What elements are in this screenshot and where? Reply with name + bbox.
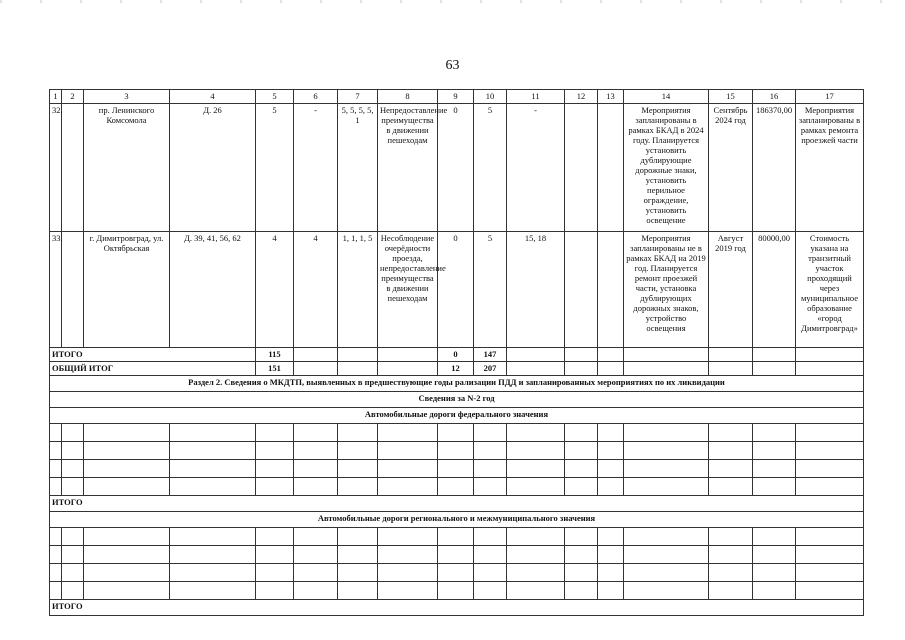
empty-cell <box>753 362 796 376</box>
federal-itogo-label: ИТОГО <box>50 496 864 512</box>
empty-cell <box>170 564 256 582</box>
table-row <box>50 232 864 348</box>
empty-cell <box>338 348 378 362</box>
empty-cell <box>598 424 624 442</box>
itogo-value: 0 <box>438 348 474 362</box>
empty-cell <box>256 546 294 564</box>
empty-cell <box>624 424 709 442</box>
empty-cell <box>709 424 753 442</box>
section2-title: Раздел 2. Сведения о МКДТП, выявленных в предшествующие годы рализации ПДД и запланированных мероприятиях по их ликвидации <box>50 376 864 392</box>
empty-cell <box>438 442 474 460</box>
empty-cell <box>753 348 796 362</box>
empty-cell <box>50 424 62 442</box>
violation-description: Непредоставление преимущества в движении пешеходам <box>378 104 438 232</box>
empty-cell <box>753 582 796 600</box>
col-number: 12 <box>565 90 598 104</box>
row-index: 32. <box>50 104 62 232</box>
empty-cell <box>474 442 507 460</box>
row-index: 33. <box>50 232 62 348</box>
empty-cell <box>256 460 294 478</box>
empty-cell <box>294 528 338 546</box>
empty-cell <box>796 582 864 600</box>
empty-cell <box>565 362 598 376</box>
empty-cell <box>62 442 84 460</box>
row-cell <box>598 104 624 232</box>
empty-cell <box>170 424 256 442</box>
empty-cell <box>753 424 796 442</box>
col-number: 17 <box>796 90 864 104</box>
empty-cell <box>507 528 565 546</box>
row-cell <box>62 104 84 232</box>
row-cell: 4 <box>256 232 294 348</box>
empty-cell <box>507 546 565 564</box>
row-cell <box>565 104 598 232</box>
itogo-value: 147 <box>474 348 507 362</box>
col-number: 13 <box>598 90 624 104</box>
empty-cell <box>507 460 565 478</box>
empty-cell <box>170 442 256 460</box>
empty-cell <box>338 564 378 582</box>
empty-cell <box>378 546 438 564</box>
empty-cell <box>598 442 624 460</box>
empty-cell <box>624 546 709 564</box>
col-number: 16 <box>753 90 796 104</box>
house-numbers: Д. 26 <box>170 104 256 232</box>
empty-cell <box>256 528 294 546</box>
empty-cell <box>598 460 624 478</box>
empty-cell <box>474 460 507 478</box>
col-number: 3 <box>84 90 170 104</box>
table-row <box>50 104 864 232</box>
section2-subtitle-row <box>50 392 864 408</box>
empty-cell <box>378 362 438 376</box>
empty-cell <box>709 362 753 376</box>
empty-cell <box>565 348 598 362</box>
report-table <box>49 89 864 616</box>
empty-cell <box>796 442 864 460</box>
empty-cell <box>170 582 256 600</box>
planned-measures: Мероприятия запланированы не в рамках БКАД на 2019 год. Планируется ремонт проезжей части, установка дублирующих дорожных знаков, устройство освещения <box>624 232 709 348</box>
empty-cell <box>507 362 565 376</box>
empty-cell <box>598 348 624 362</box>
empty-cell <box>438 546 474 564</box>
page-number: 63 <box>445 58 460 73</box>
regional-itogo-label: ИТОГО <box>50 600 864 616</box>
regional-itogo-row <box>50 600 864 616</box>
row-cell: 0 <box>438 104 474 232</box>
itogo-row <box>50 348 864 362</box>
general-total-value: 207 <box>474 362 507 376</box>
general-total-value: 12 <box>438 362 474 376</box>
row-cell <box>62 232 84 348</box>
itogo-value: 115 <box>256 348 294 362</box>
empty-cell <box>256 582 294 600</box>
col-number: 8 <box>378 90 438 104</box>
empty-cell <box>624 348 709 362</box>
empty-cell <box>294 348 338 362</box>
empty-cell <box>438 582 474 600</box>
empty-cell <box>62 478 84 496</box>
row-cell: 0 <box>438 232 474 348</box>
empty-cell <box>474 582 507 600</box>
section2-title-row <box>50 376 864 392</box>
empty-cell <box>565 582 598 600</box>
row-cell <box>598 232 624 348</box>
empty-cell <box>753 442 796 460</box>
row-cell: 5 <box>474 104 507 232</box>
empty-cell <box>709 348 753 362</box>
empty-cell <box>84 546 170 564</box>
empty-cell <box>378 460 438 478</box>
empty-cell <box>294 582 338 600</box>
empty-cell <box>294 460 338 478</box>
row-cell: 5 <box>256 104 294 232</box>
empty-cell <box>438 460 474 478</box>
empty-cell <box>170 546 256 564</box>
empty-cell <box>598 564 624 582</box>
note: Мероприятия запланированы в рамках ремонта проезжей части <box>796 104 864 232</box>
empty-cell <box>378 424 438 442</box>
empty-cell <box>624 460 709 478</box>
col-number: 6 <box>294 90 338 104</box>
cost: 80000,00 <box>753 232 796 348</box>
scan-artifact-top <box>0 0 905 3</box>
empty-cell <box>624 528 709 546</box>
blank-row <box>50 564 864 582</box>
empty-cell <box>84 582 170 600</box>
empty-cell <box>84 478 170 496</box>
blank-row <box>50 478 864 496</box>
col-number: 5 <box>256 90 294 104</box>
col-number: 7 <box>338 90 378 104</box>
federal-heading-row <box>50 408 864 424</box>
empty-cell <box>565 478 598 496</box>
empty-cell <box>709 442 753 460</box>
empty-cell <box>50 478 62 496</box>
empty-cell <box>598 582 624 600</box>
empty-cell <box>796 546 864 564</box>
empty-cell <box>294 424 338 442</box>
empty-cell <box>624 582 709 600</box>
empty-cell <box>753 460 796 478</box>
empty-cell <box>338 528 378 546</box>
empty-cell <box>796 528 864 546</box>
deadline: Август 2019 год <box>709 232 753 348</box>
empty-cell <box>378 442 438 460</box>
empty-cell <box>338 442 378 460</box>
col-number: 11 <box>507 90 565 104</box>
empty-cell <box>565 460 598 478</box>
federal-roads-heading: Автомобильные дороги федерального значения <box>50 408 864 424</box>
empty-cell <box>507 348 565 362</box>
empty-cell <box>84 424 170 442</box>
empty-cell <box>338 478 378 496</box>
row-cell: 15, 18 <box>507 232 565 348</box>
empty-cell <box>378 564 438 582</box>
row-cell <box>565 232 598 348</box>
note: Стоимость указана на транзитный участок проходящий через муниципальное образование «город Димитровград» <box>796 232 864 348</box>
empty-cell <box>338 424 378 442</box>
empty-cell <box>62 460 84 478</box>
empty-cell <box>294 546 338 564</box>
col-number: 9 <box>438 90 474 104</box>
empty-cell <box>256 478 294 496</box>
empty-cell <box>474 564 507 582</box>
col-number: 10 <box>474 90 507 104</box>
empty-cell <box>565 564 598 582</box>
empty-cell <box>709 582 753 600</box>
empty-cell <box>565 528 598 546</box>
empty-cell <box>709 546 753 564</box>
planned-measures: Мероприятия запланированы в рамках БКАД в 2024 году. Планируется установить дублирующие дорожные знаки, установить перильное ограждение, установить освещение <box>624 104 709 232</box>
empty-cell <box>796 348 864 362</box>
row-cell: 5 <box>474 232 507 348</box>
empty-cell <box>294 478 338 496</box>
section2-subtitle: Сведения за N-2 год <box>50 392 864 408</box>
empty-cell <box>796 362 864 376</box>
house-numbers: Д. 39, 41, 56, 62 <box>170 232 256 348</box>
regional-blank-rows <box>50 528 864 600</box>
empty-cell <box>753 564 796 582</box>
empty-cell <box>256 424 294 442</box>
empty-cell <box>62 582 84 600</box>
empty-cell <box>438 478 474 496</box>
regional-roads-heading: Автомобильные дороги регионального и межмуниципального значения <box>50 512 864 528</box>
empty-cell <box>256 442 294 460</box>
col-number: 4 <box>170 90 256 104</box>
empty-cell <box>565 424 598 442</box>
empty-cell <box>338 362 378 376</box>
federal-blank-rows <box>50 424 864 496</box>
empty-cell <box>474 546 507 564</box>
empty-cell <box>378 478 438 496</box>
empty-cell <box>84 528 170 546</box>
row-cell: - <box>294 104 338 232</box>
empty-cell <box>709 528 753 546</box>
empty-cell <box>565 442 598 460</box>
empty-cell <box>565 546 598 564</box>
empty-cell <box>624 442 709 460</box>
deadline: Сентябрь 2024 год <box>709 104 753 232</box>
empty-cell <box>598 362 624 376</box>
empty-cell <box>84 564 170 582</box>
row-cell: 5, 5, 5, 5, 1 <box>338 104 378 232</box>
empty-cell <box>62 564 84 582</box>
empty-cell <box>50 528 62 546</box>
empty-cell <box>438 564 474 582</box>
empty-cell <box>338 546 378 564</box>
blank-row <box>50 424 864 442</box>
empty-cell <box>598 478 624 496</box>
empty-cell <box>338 582 378 600</box>
empty-cell <box>507 424 565 442</box>
empty-cell <box>598 528 624 546</box>
violation-description: Несоблюдение очерёдности проезда, непредоставление преимущества в движении пешеходам <box>378 232 438 348</box>
empty-cell <box>507 442 565 460</box>
empty-cell <box>507 582 565 600</box>
empty-cell <box>170 478 256 496</box>
empty-cell <box>438 424 474 442</box>
empty-cell <box>84 460 170 478</box>
empty-cell <box>50 546 62 564</box>
col-number: 15 <box>709 90 753 104</box>
empty-cell <box>84 442 170 460</box>
empty-cell <box>598 546 624 564</box>
empty-cell <box>507 564 565 582</box>
empty-cell <box>474 424 507 442</box>
empty-cell <box>709 564 753 582</box>
street-name: г. Димитровград, ул. Октябрьская <box>84 232 170 348</box>
empty-cell <box>796 460 864 478</box>
empty-cell <box>294 442 338 460</box>
row-cell: - <box>507 104 565 232</box>
cost: 186370,00 <box>753 104 796 232</box>
empty-cell <box>624 362 709 376</box>
empty-cell <box>62 528 84 546</box>
col-number: 14 <box>624 90 709 104</box>
blank-row <box>50 528 864 546</box>
empty-cell <box>507 478 565 496</box>
empty-cell <box>474 528 507 546</box>
empty-cell <box>294 362 338 376</box>
empty-cell <box>796 478 864 496</box>
empty-cell <box>753 478 796 496</box>
empty-cell <box>50 582 62 600</box>
general-total-value: 151 <box>256 362 294 376</box>
blank-row <box>50 460 864 478</box>
regional-heading-row <box>50 512 864 528</box>
empty-cell <box>62 546 84 564</box>
empty-cell <box>474 478 507 496</box>
empty-cell <box>170 528 256 546</box>
column-numbers-row <box>50 90 864 104</box>
general-total-label: ОБЩИЙ ИТОГ <box>50 362 256 376</box>
empty-cell <box>753 546 796 564</box>
blank-row <box>50 582 864 600</box>
blank-row <box>50 546 864 564</box>
col-number: 1 <box>50 90 62 104</box>
row-cell: 4 <box>294 232 338 348</box>
empty-cell <box>378 348 438 362</box>
empty-cell <box>50 460 62 478</box>
empty-cell <box>709 478 753 496</box>
general-total-row <box>50 362 864 376</box>
empty-cell <box>796 424 864 442</box>
itogo-label: ИТОГО <box>50 348 256 362</box>
empty-cell <box>50 564 62 582</box>
empty-cell <box>50 442 62 460</box>
empty-cell <box>624 564 709 582</box>
empty-cell <box>438 528 474 546</box>
street-name: пр. Ленинского Комсомола <box>84 104 170 232</box>
row-cell: 1, 1, 1, 5 <box>338 232 378 348</box>
col-number: 2 <box>62 90 84 104</box>
empty-cell <box>62 424 84 442</box>
empty-cell <box>338 460 378 478</box>
empty-cell <box>796 564 864 582</box>
empty-cell <box>753 528 796 546</box>
empty-cell <box>170 460 256 478</box>
blank-row <box>50 442 864 460</box>
empty-cell <box>378 528 438 546</box>
empty-cell <box>294 564 338 582</box>
empty-cell <box>624 478 709 496</box>
empty-cell <box>709 460 753 478</box>
empty-cell <box>378 582 438 600</box>
empty-cell <box>256 564 294 582</box>
federal-itogo-row <box>50 496 864 512</box>
